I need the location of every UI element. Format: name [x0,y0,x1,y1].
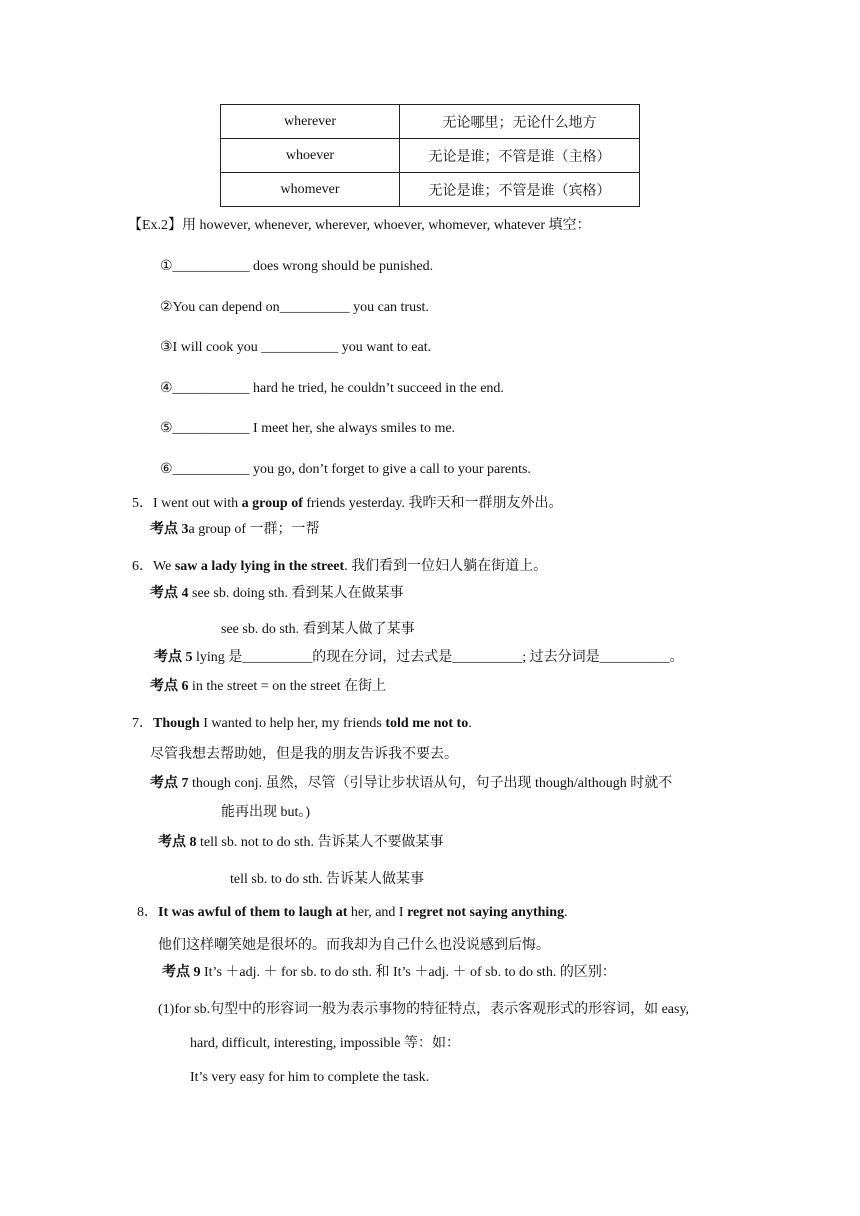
sentence-text: her, and I [347,905,408,920]
sentence-number: 7． [132,716,153,731]
point-text: a group of 一群；一帮 [188,522,320,537]
exercise-item: ②You can depend on__________ you can trust. [160,300,429,315]
sentence-key-phrase: regret not saying anything [407,905,565,920]
point-4-sub: see sb. do sth. 看到某人做了某事 [221,622,415,637]
point-text: in the street = on the street 在街上 [188,679,387,694]
sentence-text: . [564,905,568,920]
point-text: though conj. 虽然，尽管（引导让步状语从句，句子出现 though/although 时就不 [188,776,673,791]
point-text: tell sb. not to do sth. 告诉某人不要做某事 [196,835,444,850]
table-row [221,105,640,139]
point-label: 考点 3 [150,522,189,537]
table-row [221,173,640,207]
sentence-key-phrase: saw a lady lying in the street [174,559,345,574]
point-label: 考点 9 [162,965,201,980]
sentence-8-translation: 他们这样嘲笑她是很坏的。而我却为自己什么也没说感到后悔。 [158,938,550,953]
point-label: 考点 5 [154,650,193,665]
point-label: 考点 6 [150,679,189,694]
point-text: It’s ＋adj. ＋ for sb. to do sth. 和 It’s ＋adj. ＋ of sb. to do sth. 的区别： [200,965,616,980]
sentence-number: 5． [132,496,153,511]
point-5 [154,649,684,667]
exercise-item: ①___________ does wrong should be punished. [160,259,434,274]
sentence-key-phrase: Though [153,716,200,731]
table-cell-meaning: 无论是谁；不管是谁（宾格） [400,173,640,207]
exercise-title: 【Ex.2】用 however, whenever, wherever, whoever, whomever, whatever 填空： [128,218,591,233]
table-cell-word: wherever [221,105,400,139]
table-cell-meaning: 无论是谁；不管是谁（主格） [400,139,640,173]
point-8 [158,834,443,852]
sentence-number: 8． [137,905,158,920]
point-3 [150,521,320,539]
point-label: 考点 7 [150,776,189,791]
point-label: 考点 4 [150,586,189,601]
sentence-text: friends yesterday. 我昨天和一群朋友外出。 [302,496,563,511]
point-9 [162,964,616,982]
table-cell-word: whomever [221,173,400,207]
exercise-item: ⑤___________ I meet her, she always smiles to me. [160,421,456,436]
sentence-8 [137,904,568,922]
sentence-number: 6． [132,559,153,574]
table-row [221,139,640,173]
table-cell-meaning: 无论哪里；无论什么地方 [400,105,640,139]
sentence-text: . [468,716,472,731]
point-text: see sb. doing sth. 看到某人在做某事 [188,586,404,601]
point-8-sub: tell sb. to do sth. 告诉某人做某事 [230,872,425,887]
sentence-key-phrase: a group of [241,496,303,511]
point-7 [150,775,672,793]
sentence-text: . 我们看到一位妇人躺在街道上。 [344,559,548,574]
vocab-table [220,104,640,207]
sentence-key-phrase: It was awful of them to laugh at [158,905,348,920]
sentence-text: I went out with [153,496,242,511]
table-cell-word: whoever [221,139,400,173]
sentence-7 [132,715,472,733]
explanation-1-continued: hard, difficult, interesting, impossible 等：如： [190,1036,460,1051]
point-label: 考点 8 [158,835,197,850]
sentence-5 [132,495,562,513]
point-4 [150,585,404,603]
explanation-1: (1)for sb.句型中的形容词一般为表示事物的特征特点，表示客观形式的形容词，如 easy, [158,1002,690,1017]
example-sentence: It’s very easy for him to complete the task. [190,1070,430,1085]
point-text: lying 是__________的现在分词，过去式是__________; 过去分词是__________。 [192,650,684,665]
point-6 [150,678,386,696]
exercise-item: ③I will cook you ___________ you want to eat. [160,340,432,355]
exercise-item: ⑥___________ you go, don’t forget to give a call to your parents. [160,462,531,477]
sentence-7-translation: 尽管我想去帮助她，但是我的朋友告诉我不要去。 [150,747,458,762]
sentence-key-phrase: told me not to [385,716,469,731]
sentence-text: I wanted to help her, my friends [199,716,386,731]
point-7-continued: 能再出现 but。) [221,805,311,820]
sentence-6 [132,558,547,576]
sentence-text: We [153,559,175,574]
exercise-item: ④___________ hard he tried, he couldn’t succeed in the end. [160,381,504,396]
